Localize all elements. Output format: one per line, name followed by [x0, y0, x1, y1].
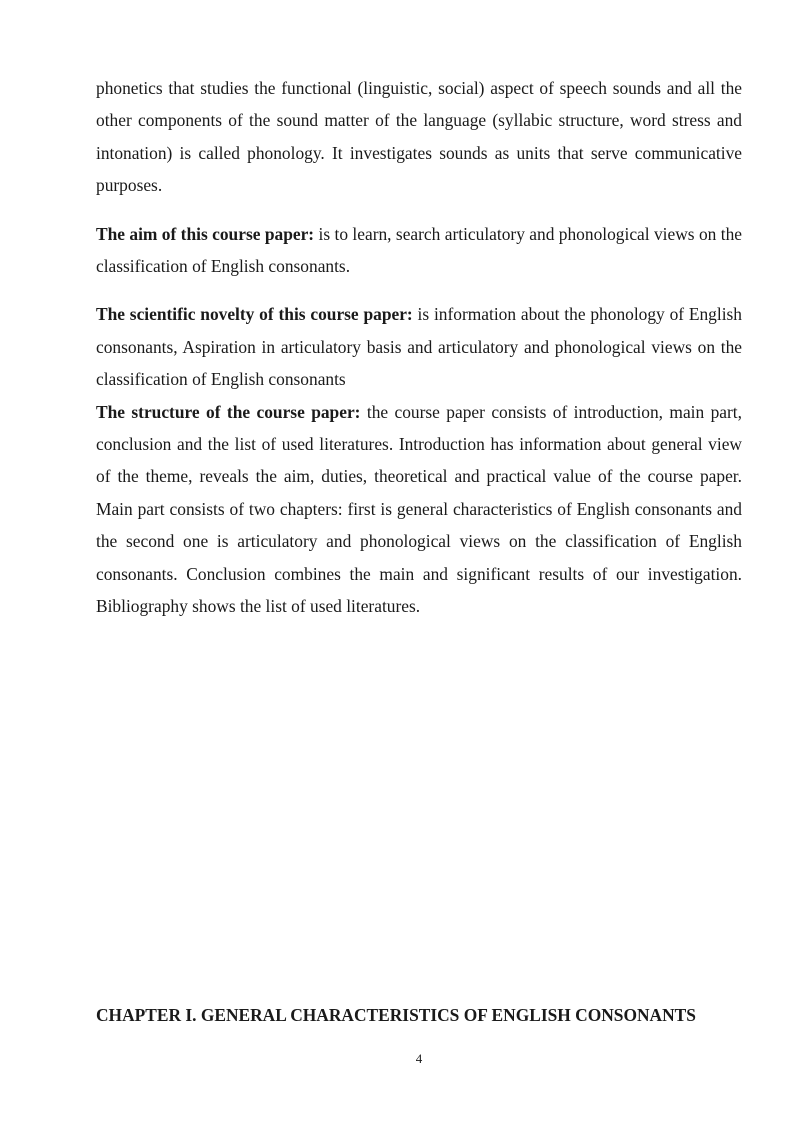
paragraph-structure	[96, 396, 742, 623]
paragraph-text: phonetics that studies the functional (linguistic, social) aspect of speech sounds and all the other components of the sound matter of the language (syllabic structure, word stress and intonation) is called phonology. It investigates sounds as units that serve communicative purposes.	[96, 78, 742, 196]
page-number: 4	[415, 1051, 423, 1066]
paragraph-text: is information about the phonology of English consonants, Aspiration in articulatory basis and articulatory and phonological views on the classification of English consonants	[96, 304, 742, 390]
chapter-heading: CHAPTER I. GENERAL CHARACTERISTICS OF ENGLISH CONSONANTS	[96, 1005, 696, 1025]
paragraph-lead: The structure of the course paper:	[96, 401, 361, 422]
paragraph-aim	[96, 218, 742, 283]
document-body	[96, 72, 742, 623]
paragraph-lead: The scientific novelty of this course paper:	[96, 304, 413, 325]
paragraph-text: the course paper consists of introduction, main part, conclusion and the list of used literatures. Introduction has information about general view of the theme, reveals the aim, duties, theoretical and practical value of the course paper. Main part consists of two chapters: first is general characteristics of English consonants and the second one is articulatory and phonological views on the classification of English consonants. Conclusion combines the main and significant results of our investigation. Bibliography shows the list of used literatures.	[96, 401, 742, 617]
paragraph-phonology-intro	[96, 72, 742, 202]
paragraph-text: is to learn, search articulatory and phonological views on the classification of English consonants.	[96, 223, 742, 277]
paragraph-scientific-novelty	[96, 298, 742, 395]
paragraph-lead: The aim of this course paper:	[96, 223, 315, 244]
